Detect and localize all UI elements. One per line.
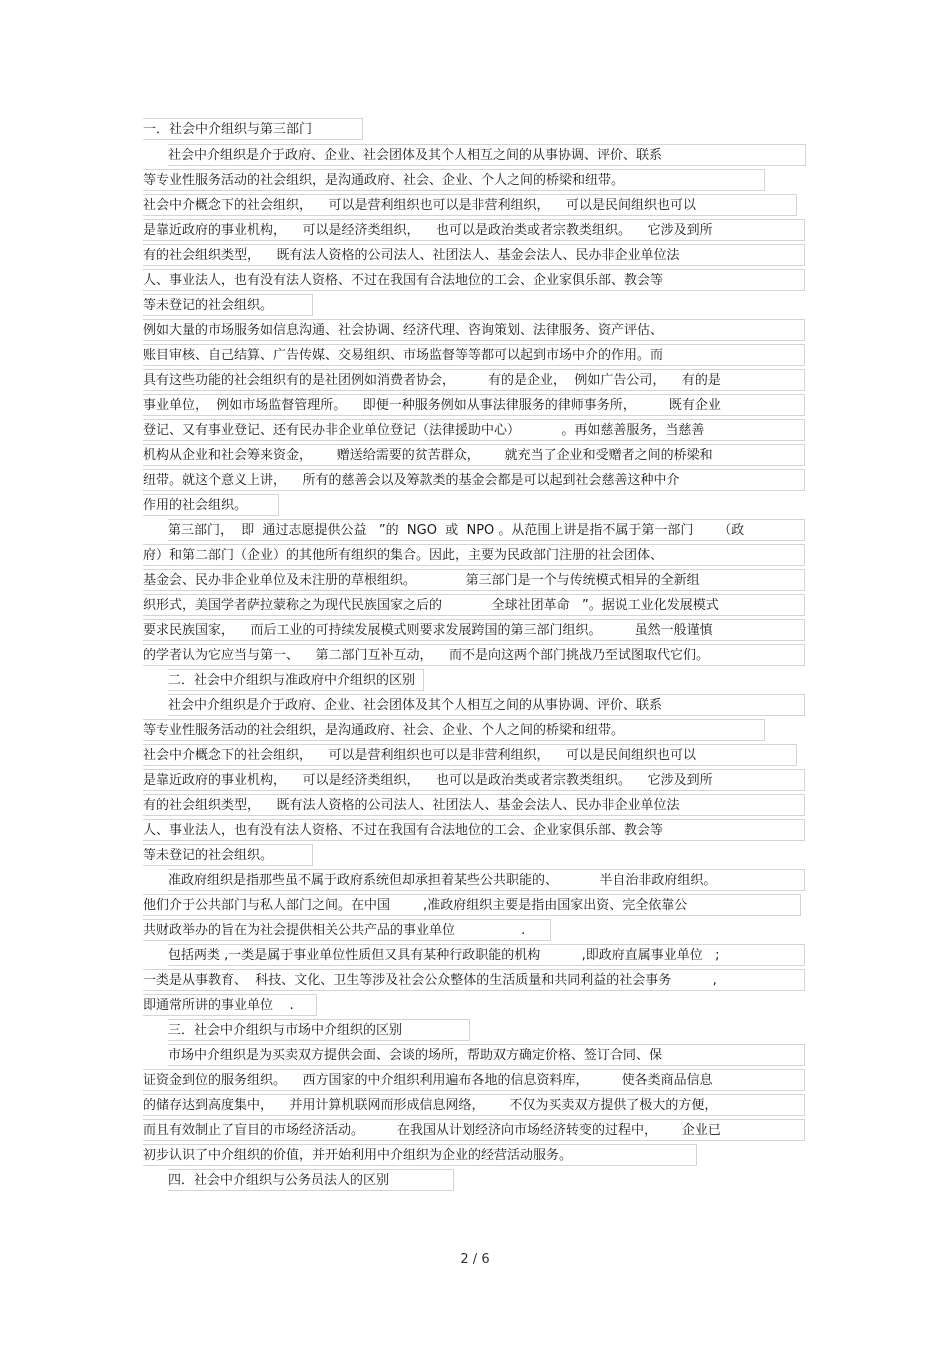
text-line: 即通常所讲的事业单位 .	[143, 994, 317, 1016]
text-line: 证资金到位的服务组织。 西方国家的中介组织利用遍布各地的信息资料库， 使各类商品信息	[143, 1069, 805, 1091]
text-line: 包括两类 ,一类是属于事业单位性质但又具有某种行政职能的机构 ,即政府直属事业单位 ;	[168, 944, 805, 966]
text-line: 社会中介概念下的社会组织， 可以是营利组织也可以是非营利组织， 可以是民间组织也可以	[143, 194, 797, 216]
text-line: 有的社会组织类型， 既有法人资格的公司法人、社团法人、基金会法人、民办非企业单位法	[143, 244, 805, 266]
text-line: 社会中介组织是介于政府、企业、社会团体及其个人相互之间的从事协调、评价、联系	[168, 694, 805, 716]
page-number: 2 / 6	[460, 1252, 490, 1267]
text-line: 的储存达到高度集中， 并用计算机联网而形成信息网络， 不仅为买卖双方提供了极大的方便，	[143, 1094, 805, 1116]
text-line: 具有这些功能的社会组织有的是社团例如消费者协会， 有的是企业， 例如广告公司， 有的是	[143, 369, 805, 391]
text-line: 第三部门， 即 通过志愿提供公益 ”的 NGO 或 NPO 。从范围上讲是指不属于第一部门 （政	[168, 519, 805, 541]
text-line: 而且有效制止了盲目的市场经济活动。 在我国从计划经济向市场经济转变的过程中， 企业已	[143, 1119, 805, 1141]
text-line: 是靠近政府的事业机构， 可以是经济类组织， 也可以是政治类或者宗教类组织。 它涉及到所	[143, 219, 805, 241]
text-line: 准政府组织是指那些虽不属于政府系统但却承担着某些公共职能的、 半自治非政府组织。	[168, 869, 805, 891]
text-line: 人、事业法人，也有没有法人资格、不过在我国有合法地位的工会、企业家俱乐部、教会等	[143, 269, 805, 291]
text-line: 的学者认为它应当与第一、 第二部门互补互动， 而不是向这两个部门挑战乃至试图取代它们。	[143, 644, 805, 666]
text-line: 他们介于公共部门与私人部门之间。在中国 ,准政府组织主要是指由国家出资、完全依靠公	[143, 894, 801, 916]
text-line: 一类是从事教育、 科技、文化、卫生等涉及社会公众整体的生活质量和共同利益的社会事务 ,	[143, 969, 805, 991]
text-line: 人、事业法人，也有没有法人资格、不过在我国有合法地位的工会、企业家俱乐部、教会等	[143, 819, 805, 841]
text-line: 作用的社会组织。	[143, 494, 279, 516]
text-line: 等未登记的社会组织。	[143, 844, 313, 866]
text-line: 市场中介组织是为买卖双方提供会面、会谈的场所，帮助双方确定价格、签订合同、保	[168, 1044, 805, 1066]
text-line: 基金会、民办非企业单位及未注册的草根组织。 第三部门是一个与传统模式相异的全新组	[143, 569, 805, 591]
text-line: 要求民族国家， 而后工业的可持续发展模式则要求发展跨国的第三部门组织。 虽然一般谨慎	[143, 619, 805, 641]
text-line: 等专业性服务活动的社会组织，是沟通政府、社会、企业、个人之间的桥梁和纽带。	[143, 719, 765, 741]
text-line: 是靠近政府的事业机构， 可以是经济类组织， 也可以是政治类或者宗教类组织。 它涉及到所	[143, 769, 805, 791]
text-line: 登记、又有事业登记、还有民办非企业单位登记（法律援助中心） 。再如慈善服务，当慈善	[143, 419, 805, 441]
text-line: 事业单位， 例如市场监督管理所。 即便一种服务例如从事法律服务的律师事务所， 既有企业	[143, 394, 805, 416]
text-line: 社会中介组织是介于政府、企业、社会团体及其个人相互之间的从事协调、评价、联系	[168, 144, 806, 166]
section-heading: 三．社会中介组织与市场中介组织的区别	[168, 1019, 470, 1041]
text-line: 府）和第二部门（企业）的其他所有组织的集合。因此，主要为民政部门注册的社会团体、	[143, 544, 805, 566]
text-line: 账目审核、自己结算、广告传媒、交易组织、市场监督等等都可以起到市场中介的作用。而	[143, 344, 805, 366]
section-heading: 四．社会中介组织与公务员法人的区别	[168, 1169, 454, 1191]
section-heading: 一．社会中介组织与第三部门	[143, 118, 363, 140]
text-line: 纽带。就这个意义上讲， 所有的慈善会以及筹款类的基金会都是可以起到社会慈善这种中介	[143, 469, 805, 491]
text-line: 有的社会组织类型， 既有法人资格的公司法人、社团法人、基金会法人、民办非企业单位法	[143, 794, 805, 816]
text-line: 等未登记的社会组织。	[143, 294, 313, 316]
text-line: 织形式，美国学者萨拉蒙称之为现代民族国家之后的 全球社团革命 ”。据说工业化发展模式	[143, 594, 805, 616]
text-line: 例如大量的市场服务如信息沟通、社会协调、经济代理、咨询策划、法律服务、资产评估、	[143, 319, 805, 341]
text-line: 机构从企业和社会筹来资金， 赠送给需要的贫苦群众， 就充当了企业和受赠者之间的桥梁和	[143, 444, 805, 466]
section-heading: 二．社会中介组织与准政府中介组织的区别	[168, 669, 424, 691]
text-line: 初步认识了中介组织的价值，并开始利用中介组织为企业的经营活动服务。	[143, 1144, 697, 1166]
text-line: 社会中介概念下的社会组织， 可以是营利组织也可以是非营利组织， 可以是民间组织也可以	[143, 744, 797, 766]
text-line: 等专业性服务活动的社会组织，是沟通政府、社会、企业、个人之间的桥梁和纽带。	[143, 169, 765, 191]
text-line: 共财政举办的旨在为社会提供相关公共产品的事业单位 .	[143, 919, 551, 941]
